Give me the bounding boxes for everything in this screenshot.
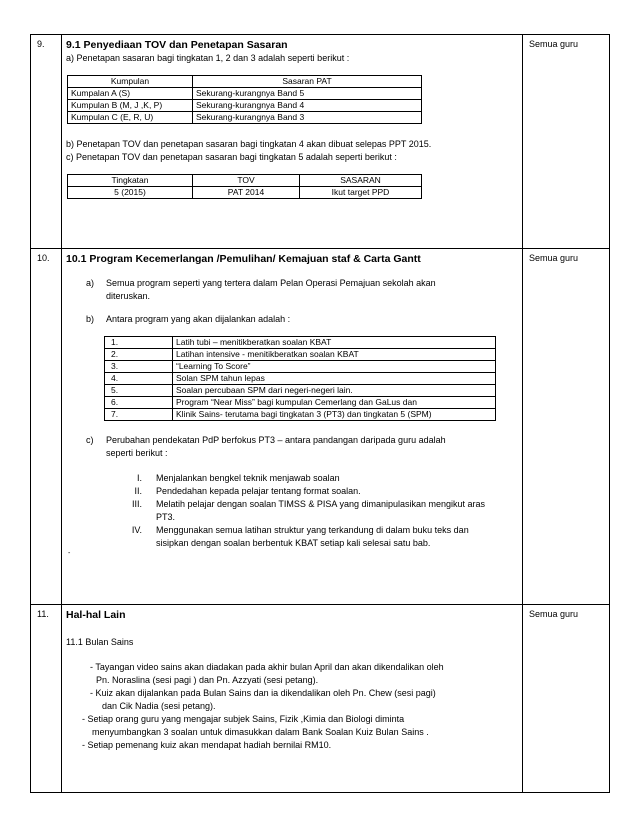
table-row [68,100,422,112]
table-cell: PAT 2014 [193,187,300,199]
text-line: dan Cik Nadia (sesi petang). [102,701,216,711]
text-line: PT3. [156,512,176,522]
table-cell: “Learning To Score” [173,361,496,373]
roman-list [66,472,516,550]
table-row [105,409,496,421]
text-line: Menggunakan semua latihan struktur yang terkandung di dalam buku teks dan [156,525,469,535]
row-number: 9. [31,35,62,249]
table-row [68,88,422,100]
column-header: Sasaran PAT [193,76,422,88]
item-label: IV. [131,525,142,535]
table-header-row [68,76,422,88]
table-cell: Sekurang-kurangnya Band 5 [193,88,422,100]
paragraph: a) Penetapan sasaran bagi tingkatan 1, 2 dan 3 adalah seperti berikut : [66,53,350,63]
row-content [62,605,523,793]
section-heading: 9.1 Penyediaan TOV dan Penetapan Sasaran [66,39,288,51]
table-cell: Kumpulan C (E, R, U) [68,112,193,124]
item-label: c) [86,435,94,445]
text-line: seperti berikut : [106,448,168,458]
row-content [62,35,523,249]
item-label: II. [134,486,142,496]
item-text: Antara program yang akan dijalankan adalah : [106,314,291,324]
responsible-cell: Semua guru [523,35,610,249]
list-item [66,472,516,485]
column-header: Kumpulan [68,76,193,88]
list-item [66,485,516,498]
dash-marker: - [68,550,71,557]
table-cell: Latihan intensive - menitikberatkan soalan KBAT [173,349,496,361]
text-line: menyumbangkan 3 soalan untuk dimasukkan dalam Bank Soalan Kuiz Bulan Sains . [92,727,429,737]
paragraph: b) Penetapan TOV dan penetapan sasaran bagi tingkatan 4 akan dibuat selepas PPT 2015. [66,139,432,149]
text-line: - Setiap orang guru yang mengajar subjek Sains, Fizik ,Kimia dan Biologi diminta [82,714,405,724]
item-label: III. [131,499,142,509]
program-table [104,336,496,421]
list-item [66,687,516,713]
table-row [68,187,422,199]
table-row [105,397,496,409]
item-text [106,277,436,303]
table-header-row [68,175,422,187]
list-item [66,313,516,326]
table-row [105,385,496,397]
item-label: I. [136,473,142,483]
table-row [105,361,496,373]
table-cell: Latih tubi – menitikberatkan soalan KBAT [173,337,496,349]
row-number: 10. [31,249,62,605]
item-text [156,498,485,524]
table-cell: Program “Near Miss” bagi kumpulan Cemerlang dan GaLus dan [173,397,496,409]
table-cell: Sekurang-kurangnya Band 4 [193,100,422,112]
section-heading: 10.1 Program Kecemerlangan /Pemulihan/ Kemajuan staf & Carta Gantt [66,253,421,265]
item-label: a) [86,278,95,288]
table-cell: Kumpulan B (M, J ,K, P) [68,100,193,112]
table-cell: 3. [105,361,173,373]
table-row [31,605,610,793]
table-row [105,373,496,385]
table-cell: Solan SPM tahun lepas [173,373,496,385]
table-cell: 7. [105,409,173,421]
row-number: 11. [31,605,62,793]
text-line: - Setiap pemenang kuiz akan mendapat hadiah bernilai RM10. [82,740,332,750]
table-row [68,112,422,124]
table-row [31,35,610,249]
item-text [156,524,469,550]
paragraph: c) Penetapan TOV dan penetapan sasaran bagi tingkatan 5 adalah seperti berikut : [66,152,397,162]
table-row [105,337,496,349]
table-cell: 4. [105,373,173,385]
table-cell: Sekurang-kurangnya Band 3 [193,112,422,124]
responsible-cell: Semua guru [523,605,610,793]
item-text: Menjalankan bengkel teknik menjawab soalan [156,473,340,483]
table-cell: 1. [105,337,173,349]
column-header: SASARAN [300,175,422,187]
subheading: 11.1 Bulan Sains [66,637,134,647]
table-cell: 6. [105,397,173,409]
table-cell: Klinik Sains- terutama bagi tingkatan 3 (PT3) dan tingkatan 5 (SPM) [173,409,496,421]
table-cell: Kumpalan A (S) [68,88,193,100]
item-text: Pendedahan kepada pelajar tentang format soalan. [156,486,361,496]
column-header: Tingkatan [68,175,193,187]
table-row [31,249,610,605]
minutes-table [30,34,610,793]
table-cell: Ikut target PPD [300,187,422,199]
text-line: - Kuiz akan dijalankan pada Bulan Sains dan ia dikendalikan oleh Pn. Chew (sesi pagi) [90,688,436,698]
target-table [67,75,422,124]
list-item [66,434,516,460]
text-line: Semua program seperti yang tertera dalam Pelan Operasi Pemajuan sekolah akan [106,278,436,288]
item-label: b) [86,314,95,324]
list-item [66,713,516,739]
table-cell: 5. [105,385,173,397]
responsible-cell: Semua guru [523,249,610,605]
tov-table [67,174,422,199]
text-line: sisipkan dengan soalan berbentuk KBAT setiap kali selesai satu bab. [156,538,431,548]
list-item [66,739,516,752]
item-text [106,434,446,460]
table-cell: Soalan percubaan SPM dari negeri-negeri lain. [173,385,496,397]
row-content [62,249,523,605]
text-line: - Tayangan video sains akan diadakan pada akhir bulan April dan akan dikendalikan oleh [90,662,444,672]
list-item [66,498,516,524]
table-cell: 5 (2015) [68,187,193,199]
section-heading: Hal-hal Lain [66,609,126,621]
list-item [66,277,516,303]
list-item [66,661,516,687]
text-line: Melatih pelajar dengan soalan TIMSS & PISA yang dimanipulasikan mengikut aras [156,499,486,509]
text-line: Pn. Noraslina (sesi pagi ) dan Pn. Azzyati (sesi petang). [96,675,319,685]
text-line: diteruskan. [106,291,151,301]
text-line: Perubahan pendekatan PdP berfokus PT3 – antara pandangan daripada guru adalah [106,435,446,445]
table-cell: 2. [105,349,173,361]
table-row [105,349,496,361]
list-item [66,524,516,550]
column-header: TOV [193,175,300,187]
